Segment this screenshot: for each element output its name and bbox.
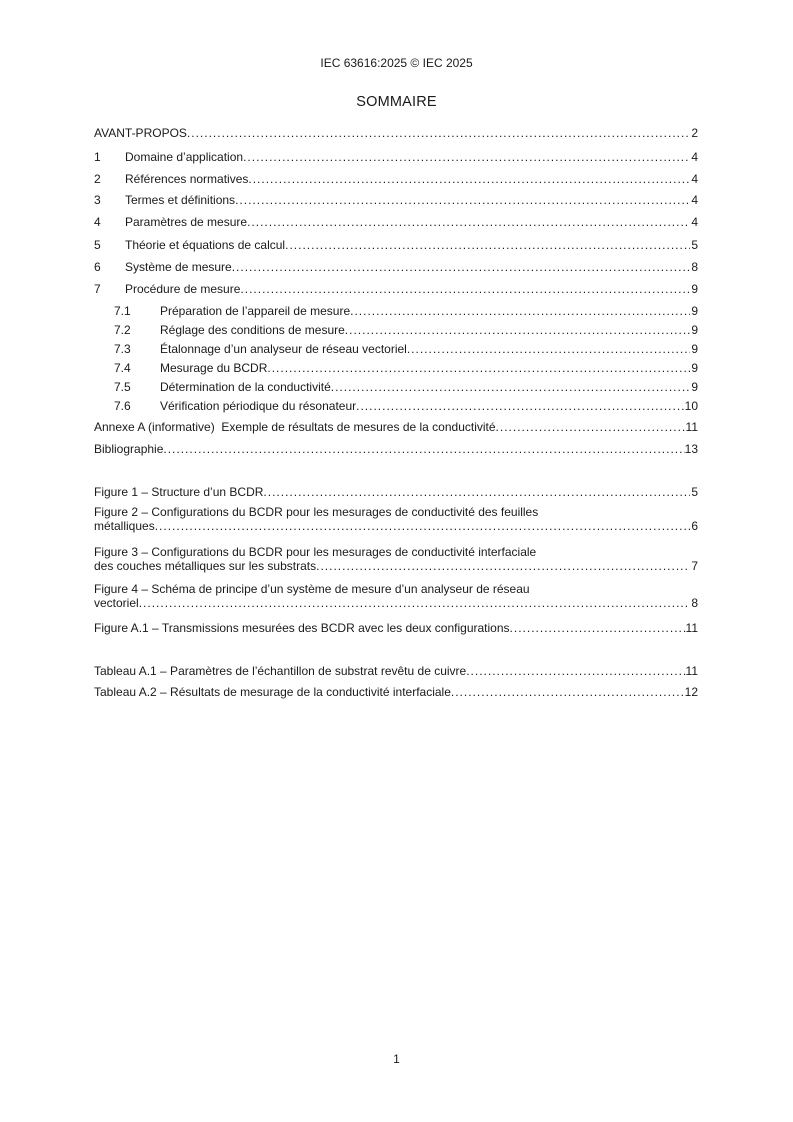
toc-entry-page: 11 xyxy=(685,420,698,434)
toc-entry-page: 5 xyxy=(691,238,698,252)
toc-entry-text: Annexe A (informative) Exemple de résultats de mesures de la conductivité xyxy=(94,420,496,434)
toc-entry-number: 7.2 xyxy=(114,323,131,337)
figure-entry-text-continued: des couches métalliques sur les substrats xyxy=(94,559,317,573)
toc-entry-text: Détermination de la conductivité xyxy=(160,380,331,394)
table-entry-a2[interactable] xyxy=(94,685,698,699)
toc-entry-text: Étalonnage d’un analyseur de réseau vectoriel xyxy=(160,342,407,356)
figure-entry-page: 8 xyxy=(691,596,698,610)
toc-entry-page: 9 xyxy=(691,304,698,318)
toc-leader-dots xyxy=(496,420,686,434)
table-entry-page: 12 xyxy=(684,685,698,699)
toc-leader-dots xyxy=(240,282,690,296)
figure-entry-1[interactable] xyxy=(94,485,698,499)
figure-entry-text-continued: vectoriel xyxy=(94,596,139,610)
toc-entry-page: 9 xyxy=(691,282,698,296)
toc-leader-dots xyxy=(285,238,690,252)
toc-leader-dots xyxy=(345,323,690,337)
toc-entry-text: AVANT-PROPOS xyxy=(94,126,187,140)
toc-entry-page: 4 xyxy=(691,215,698,229)
figure-entry-2[interactable] xyxy=(94,505,698,533)
figure-entry-page: 5 xyxy=(691,485,698,499)
figure-entry-text: Figure 2 – Configurations du BCDR pour les mesurages de conductivité des feuilles xyxy=(94,505,539,519)
toc-leader-dots xyxy=(232,260,690,274)
toc-leader-dots xyxy=(267,361,690,375)
toc-entry-7-6[interactable] xyxy=(114,399,698,413)
toc-entry-text: Domaine d’application xyxy=(125,150,244,164)
toc-entry-7-2[interactable] xyxy=(114,323,698,337)
toc-entry-text: Paramètres de mesure xyxy=(125,215,248,229)
toc-entry-text: Références normatives xyxy=(125,172,249,186)
toc-entry-text: Préparation de l’appareil de mesure xyxy=(160,304,351,318)
toc-entry-5[interactable] xyxy=(94,238,698,252)
toc-entry-number: 7.4 xyxy=(114,361,131,375)
toc-entry-number: 5 xyxy=(94,238,101,252)
toc-entry-7-3[interactable] xyxy=(114,342,698,356)
table-entry-text: Tableau A.1 – Paramètres de l’échantillon de substrat revêtu de cuivre xyxy=(94,664,467,678)
toc-entry-page: 13 xyxy=(684,442,698,456)
page-number: 1 xyxy=(393,1052,400,1066)
toc-entry-6[interactable] xyxy=(94,260,698,274)
toc-entry-text: Réglage des conditions de mesure xyxy=(160,323,345,337)
toc-entry-2[interactable] xyxy=(94,172,698,186)
toc-entry-avant-propos[interactable] xyxy=(94,126,698,140)
toc-entry-page: 4 xyxy=(691,150,698,164)
toc-entry-7-1[interactable] xyxy=(114,304,698,318)
toc-leader-dots xyxy=(235,193,690,207)
toc-entry-4[interactable] xyxy=(94,215,698,229)
toc-entry-page: 9 xyxy=(691,323,698,337)
toc-entry-number: 3 xyxy=(94,193,101,207)
toc-leader-dots xyxy=(350,304,690,318)
toc-entry-text: Mesurage du BCDR xyxy=(160,361,268,375)
figure-entry-3[interactable] xyxy=(94,545,698,573)
toc-entry-text: Termes et définitions xyxy=(125,193,236,207)
toc-entry-7[interactable] xyxy=(94,282,698,296)
toc-entry-number: 7.3 xyxy=(114,342,131,356)
page-title: SOMMAIRE xyxy=(356,94,437,110)
toc-entry-number: 7.5 xyxy=(114,380,131,394)
toc-leader-dots xyxy=(243,150,690,164)
toc-entry-text: Procédure de mesure xyxy=(125,282,241,296)
toc-entry-bibliographie[interactable] xyxy=(94,442,698,456)
table-entry-text: Tableau A.2 – Résultats de mesurage de la conductivité interfaciale xyxy=(94,685,451,699)
toc-entry-text: Bibliographie xyxy=(94,442,164,456)
toc-entry-page: 4 xyxy=(691,193,698,207)
toc-leader-dots xyxy=(263,485,690,499)
figure-entry-4[interactable] xyxy=(94,582,698,610)
toc-entry-7-4[interactable] xyxy=(114,361,698,375)
toc-entry-text: Système de mesure xyxy=(125,260,232,274)
toc-leader-dots xyxy=(451,685,685,699)
figure-entry-page: 7 xyxy=(691,559,698,573)
toc-entry-number: 7.1 xyxy=(114,304,131,318)
figure-entry-text: Figure 3 – Configurations du BCDR pour les mesurages de conductivité interfaciale xyxy=(94,545,537,559)
toc-entry-page: 4 xyxy=(691,172,698,186)
toc-leader-dots xyxy=(356,399,685,413)
toc-leader-dots xyxy=(466,664,685,678)
table-entry-page: 11 xyxy=(685,664,698,678)
toc-leader-dots xyxy=(510,621,686,635)
toc-entry-page: 9 xyxy=(691,342,698,356)
toc-entry-number: 7.6 xyxy=(114,399,131,413)
toc-entry-page: 10 xyxy=(684,399,698,413)
toc-entry-text: Vérification périodique du résonateur xyxy=(160,399,357,413)
toc-entry-1[interactable] xyxy=(94,150,698,164)
toc-leader-dots xyxy=(247,215,690,229)
toc-entry-number: 4 xyxy=(94,215,101,229)
toc-entry-3[interactable] xyxy=(94,193,698,207)
toc-leader-dots xyxy=(163,442,684,456)
figure-entry-page: 6 xyxy=(691,519,698,533)
toc-entry-text: Théorie et équations de calcul xyxy=(125,238,286,252)
toc-leader-dots xyxy=(407,342,690,356)
toc-leader-dots xyxy=(316,559,690,573)
toc-entry-number: 7 xyxy=(94,282,101,296)
toc-leader-dots xyxy=(248,172,690,186)
toc-entry-number: 6 xyxy=(94,260,101,274)
toc-entry-page: 9 xyxy=(691,380,698,394)
toc-leader-dots xyxy=(331,380,690,394)
toc-leader-dots xyxy=(139,596,690,610)
toc-entry-page: 9 xyxy=(691,361,698,375)
toc-entry-page: 8 xyxy=(691,260,698,274)
figure-entry-a1[interactable] xyxy=(94,621,698,635)
toc-entry-number: 1 xyxy=(94,150,101,164)
toc-entry-page: 2 xyxy=(691,126,698,140)
table-entry-a1[interactable] xyxy=(94,664,698,678)
toc-leader-dots xyxy=(187,126,690,140)
figure-entry-text: Figure 4 – Schéma de principe d’un système de mesure d’un analyseur de réseau xyxy=(94,582,530,596)
toc-leader-dots xyxy=(155,519,690,533)
figure-entry-text-continued: métalliques xyxy=(94,519,155,533)
figure-entry-text: Figure A.1 – Transmissions mesurées des BCDR avec les deux configurations xyxy=(94,621,510,635)
toc-entry-7-5[interactable] xyxy=(114,380,698,394)
toc-entry-number: 2 xyxy=(94,172,101,186)
figure-entry-text: Figure 1 – Structure d’un BCDR xyxy=(94,485,264,499)
toc-entry-annexe-a[interactable] xyxy=(94,420,698,434)
figure-entry-page: 11 xyxy=(685,621,698,635)
document-header: IEC 63616:2025 © IEC 2025 xyxy=(320,56,473,70)
